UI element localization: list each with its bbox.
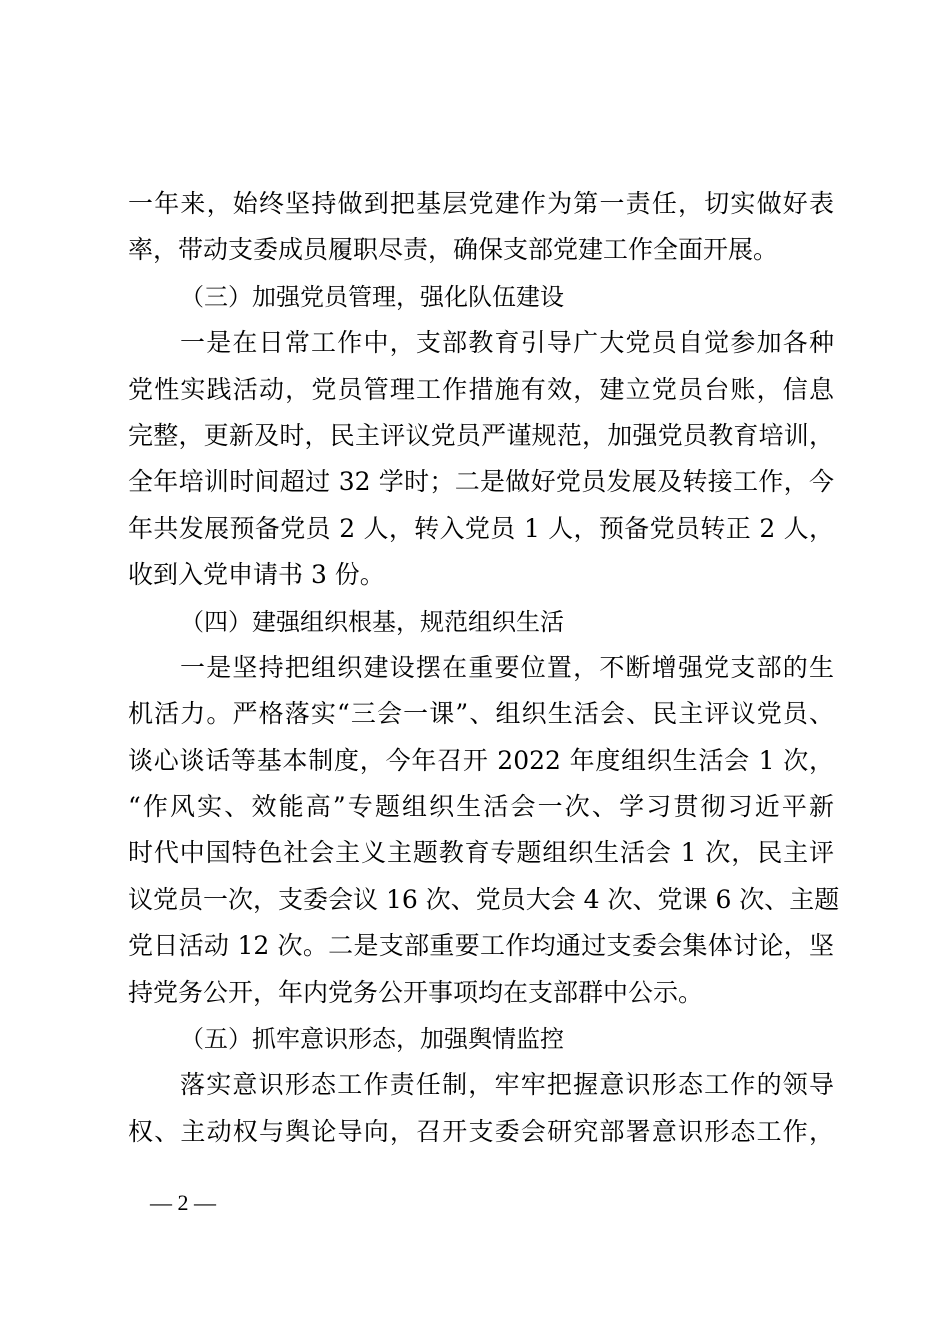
- body-line: 党日活动 12 次。二是支部重要工作均通过支委会集体讨论，坚: [128, 931, 834, 961]
- body-line: 机活力。严格落实“三会一课”、组织生活会、民主评议党员、: [128, 699, 834, 729]
- section-heading: （五）抓牢意识形态，加强舆情监控: [180, 1025, 564, 1054]
- section-heading: （四）建强组织根基，规范组织生活: [180, 607, 564, 636]
- body-line: 党性实践活动，党员管理工作措施有效，建立党员台账，信息: [128, 374, 834, 404]
- body-line: 权、主动权与舆论导向，召开支委会研究部署意识形态工作，: [128, 1116, 834, 1146]
- body-line: 一年来，始终坚持做到把基层党建作为第一责任，切实做好表: [128, 189, 834, 218]
- body-line: 议党员一次，支委会议 16 次、党员大会 4 次、党课 6 次、主题: [128, 884, 840, 914]
- body-line: 时代中国特色社会主义主题教育专题组织生活会 1 次，民主评: [128, 838, 834, 868]
- body-line: 年共发展预备党员 2 人，转入党员 1 人，预备党员转正 2 人，: [128, 513, 834, 543]
- body-line: 一是在日常工作中，支部教育引导广大党员自觉参加各种: [180, 328, 834, 358]
- body-line: 一是坚持把组织建设摆在重要位置，不断增强党支部的生: [180, 652, 834, 682]
- body-line: 完整，更新及时，民主评议党员严谨规范，加强党员教育培训，: [128, 420, 834, 450]
- body-line: 全年培训时间超过 32 学时；二是做好党员发展及转接工作，今: [128, 467, 834, 497]
- body-line: 谈心谈话等基本制度，今年召开 2022 年度组织生活会 1 次，: [128, 745, 834, 775]
- page-number: — 2 —: [150, 1190, 216, 1215]
- body-line: “作风实、效能高”专题组织生活会一次、学习贯彻习近平新: [128, 792, 834, 822]
- body-line: 落实意识形态工作责任制，牢牢把握意识形态工作的领导: [180, 1070, 834, 1100]
- section-heading: （三）加强党员管理，强化队伍建设: [180, 282, 564, 311]
- document-body: [128, 181, 840, 1155]
- body-line: 率，带动支委成员履职尽责，确保支部党建工作全面开展。: [128, 235, 779, 265]
- body-line: 收到入党申请书 3 份。: [128, 560, 385, 590]
- body-line: 持党务公开，年内党务公开事项均在支部群中公示。: [128, 977, 704, 1007]
